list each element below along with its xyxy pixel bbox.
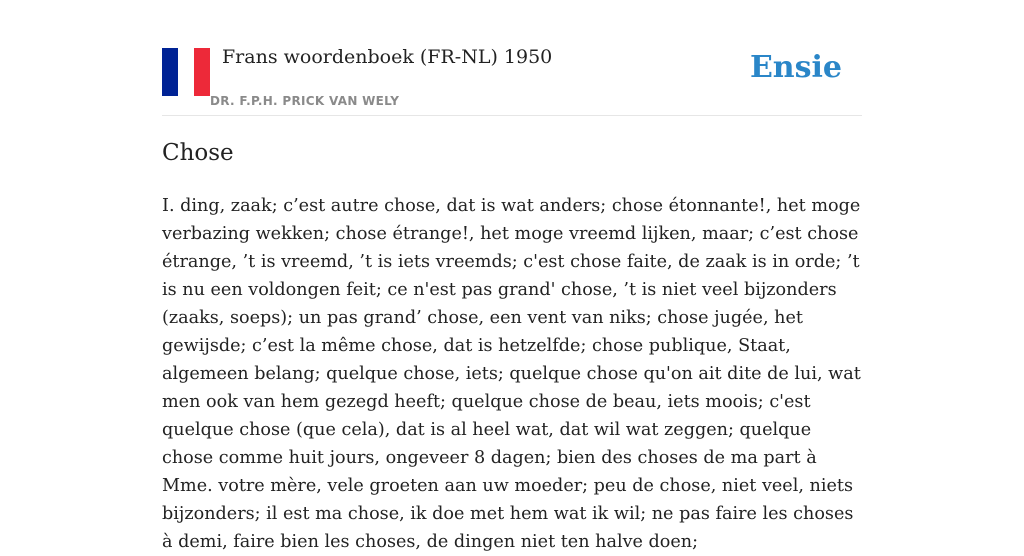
dictionary-title[interactable]: Frans woordenboek (FR-NL) 1950 xyxy=(222,46,553,68)
entry-headword: Chose xyxy=(162,140,234,166)
flag-stripe-white xyxy=(178,48,194,96)
flag-stripe-red xyxy=(194,48,210,96)
dictionary-header xyxy=(162,44,862,116)
french-flag-icon xyxy=(162,48,210,96)
entry-definition: I. ding, zaak; c’est autre chose, dat is wat anders; chose étonnante!, het moge verbazing wekken; chose étrange!, het moge vreemd lijken, maar; c’est chose étrange, ’t is vreemd, ’t is iets vreemds; c'est chose faite, de zaak is in orde; ’t is nu een voldongen feit; ce n'est pas grand' chose, ’t is niet veel bijzonders (zaaks, soeps); un pas grand’ chose, een vent van niks; chose jugée, het gewijsde; c’est la même chose, dat is hetzelfde; chose publique, Staat, algemeen belang; quelque chose, iets; quelque chose qu'on ait dite de lui, wat men ook van hem gezegd heeft; quelque chose de beau, iets moois; c'est quelque chose (que cela), dat is al heel wat, dat wil wat zeggen; quelque chose comme huit jours, ongeveer 8 dagen; bien des choses de ma part à Mme. votre mère, vele groeten aan uw moeder; peu de chose, niet veel, niets bijzonders; il est ma chose, ik doe met hem wat ik wil; ne pas faire les choses à demi, faire bien les choses, de dingen niet ten halve doen; xyxy=(162,196,861,552)
flag-stripe-blue xyxy=(162,48,178,96)
ensie-logo-link[interactable]: Ensie xyxy=(749,50,842,85)
dictionary-author: DR. F.P.H. PRICK VAN WELY xyxy=(210,94,400,108)
